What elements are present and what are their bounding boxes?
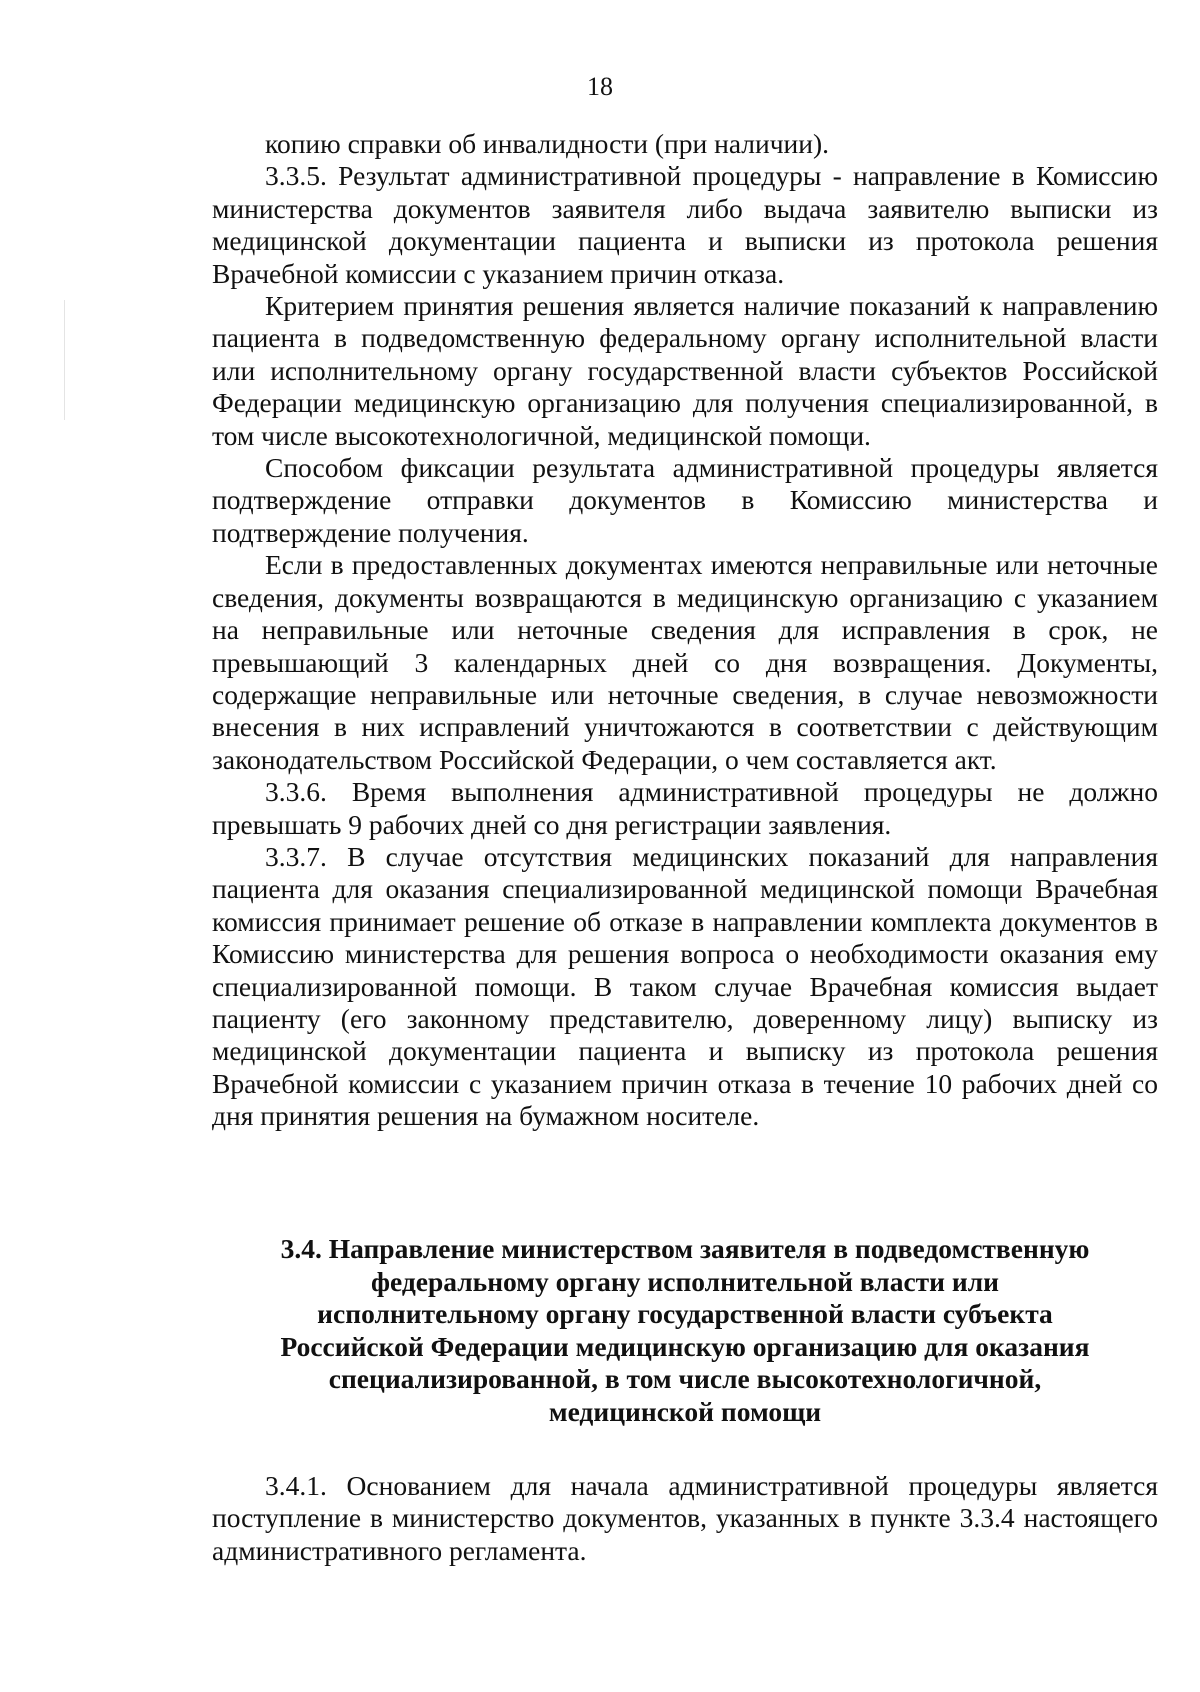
page-number: 18 bbox=[587, 72, 613, 101]
section-heading-line: специализированной, в том числе высокотехнологичной, bbox=[328, 1363, 1042, 1394]
paragraph-decision-criterion: Критерием принятия решения является наличие показаний к направлению пациента в подведомственную федеральному органу исполнительной власти или исполнительному органу государственной власти субъектов Российской Федерации медицинскую организацию для получения специализированной, в том числе высокотехнологичной, медицинской помощи. bbox=[212, 290, 1158, 451]
paragraph-3-3-7: 3.3.7. В случае отсутствия медицинских показаний для направления пациента для оказания специализированной медицинской помощи Врачебная комиссия принимает решение об отказе в направлении комплекта документов в Комиссию министерства для решения вопроса о необходимости оказания ему специализированной помощи. В таком случае Врачебная комиссия выдает пациенту (его законному представителю, доверенному лицу) выписку из медицинской документации пациента и выписку из протокола решения Врачебной комиссии с указанием причин отказа в течение 10 рабочих дней со дня принятия решения на бумажном носителе. bbox=[212, 840, 1158, 1132]
section-heading-line: исполнительному органу государственной власти субъекта bbox=[317, 1298, 1053, 1329]
section-heading-line: медицинской помощи bbox=[548, 1395, 822, 1427]
paragraph-result-fixation: Способом фиксации результата административной процедуры является подтверждение отправки документов в Комиссию министерства и подтверждение получения. bbox=[212, 452, 1158, 548]
section-heading-line: федеральному органу исполнительной власти или bbox=[370, 1265, 1000, 1297]
section-3-4-body bbox=[212, 1470, 1158, 1567]
paragraph-disability-certificate: копию справки об инвалидности (при наличии). bbox=[265, 128, 830, 159]
paragraph-3-4-1: 3.4.1. Основанием для начала административной процедуры является поступление в министерство документов, указанных в пункте 3.3.4 настоящего административного регламента. bbox=[212, 1470, 1158, 1566]
body-text bbox=[212, 128, 1158, 1133]
paragraph-3-3-5: 3.3.5. Результат административной процедуры - направление в Комиссию министерства документов заявителя либо выдача заявителю выписки из медицинской документации пациента и выписки из протокола решения Врачебной комиссии с указанием причин отказа. bbox=[212, 160, 1158, 289]
section-heading-line: Российской Федерации медицинскую организацию для оказания bbox=[280, 1330, 1090, 1362]
paragraph-3-3-6: 3.3.6. Время выполнения административной процедуры не должно превышать 9 рабочих дней со дня регистрации заявления. bbox=[212, 776, 1158, 840]
section-heading-line: 3.4. Направление министерством заявителя в подведомственную bbox=[280, 1233, 1090, 1264]
section-heading-3-4 bbox=[212, 1233, 1158, 1428]
paragraph-incorrect-information: Если в предоставленных документах имеются неправильные или неточные сведения, документы возвращаются в медицинскую организацию с указанием на неправильные или неточные сведения для исправления в срок, не превышающий 3 календарных дней со дня возвращения. Документы, содержащие неправильные или неточные сведения, в случае невозможности внесения в них исправлений уничтожаются в соответствии с действующим законодательством Российской Федерации, о чем составляется акт. bbox=[212, 549, 1158, 775]
scan-margin-mark bbox=[64, 300, 65, 420]
